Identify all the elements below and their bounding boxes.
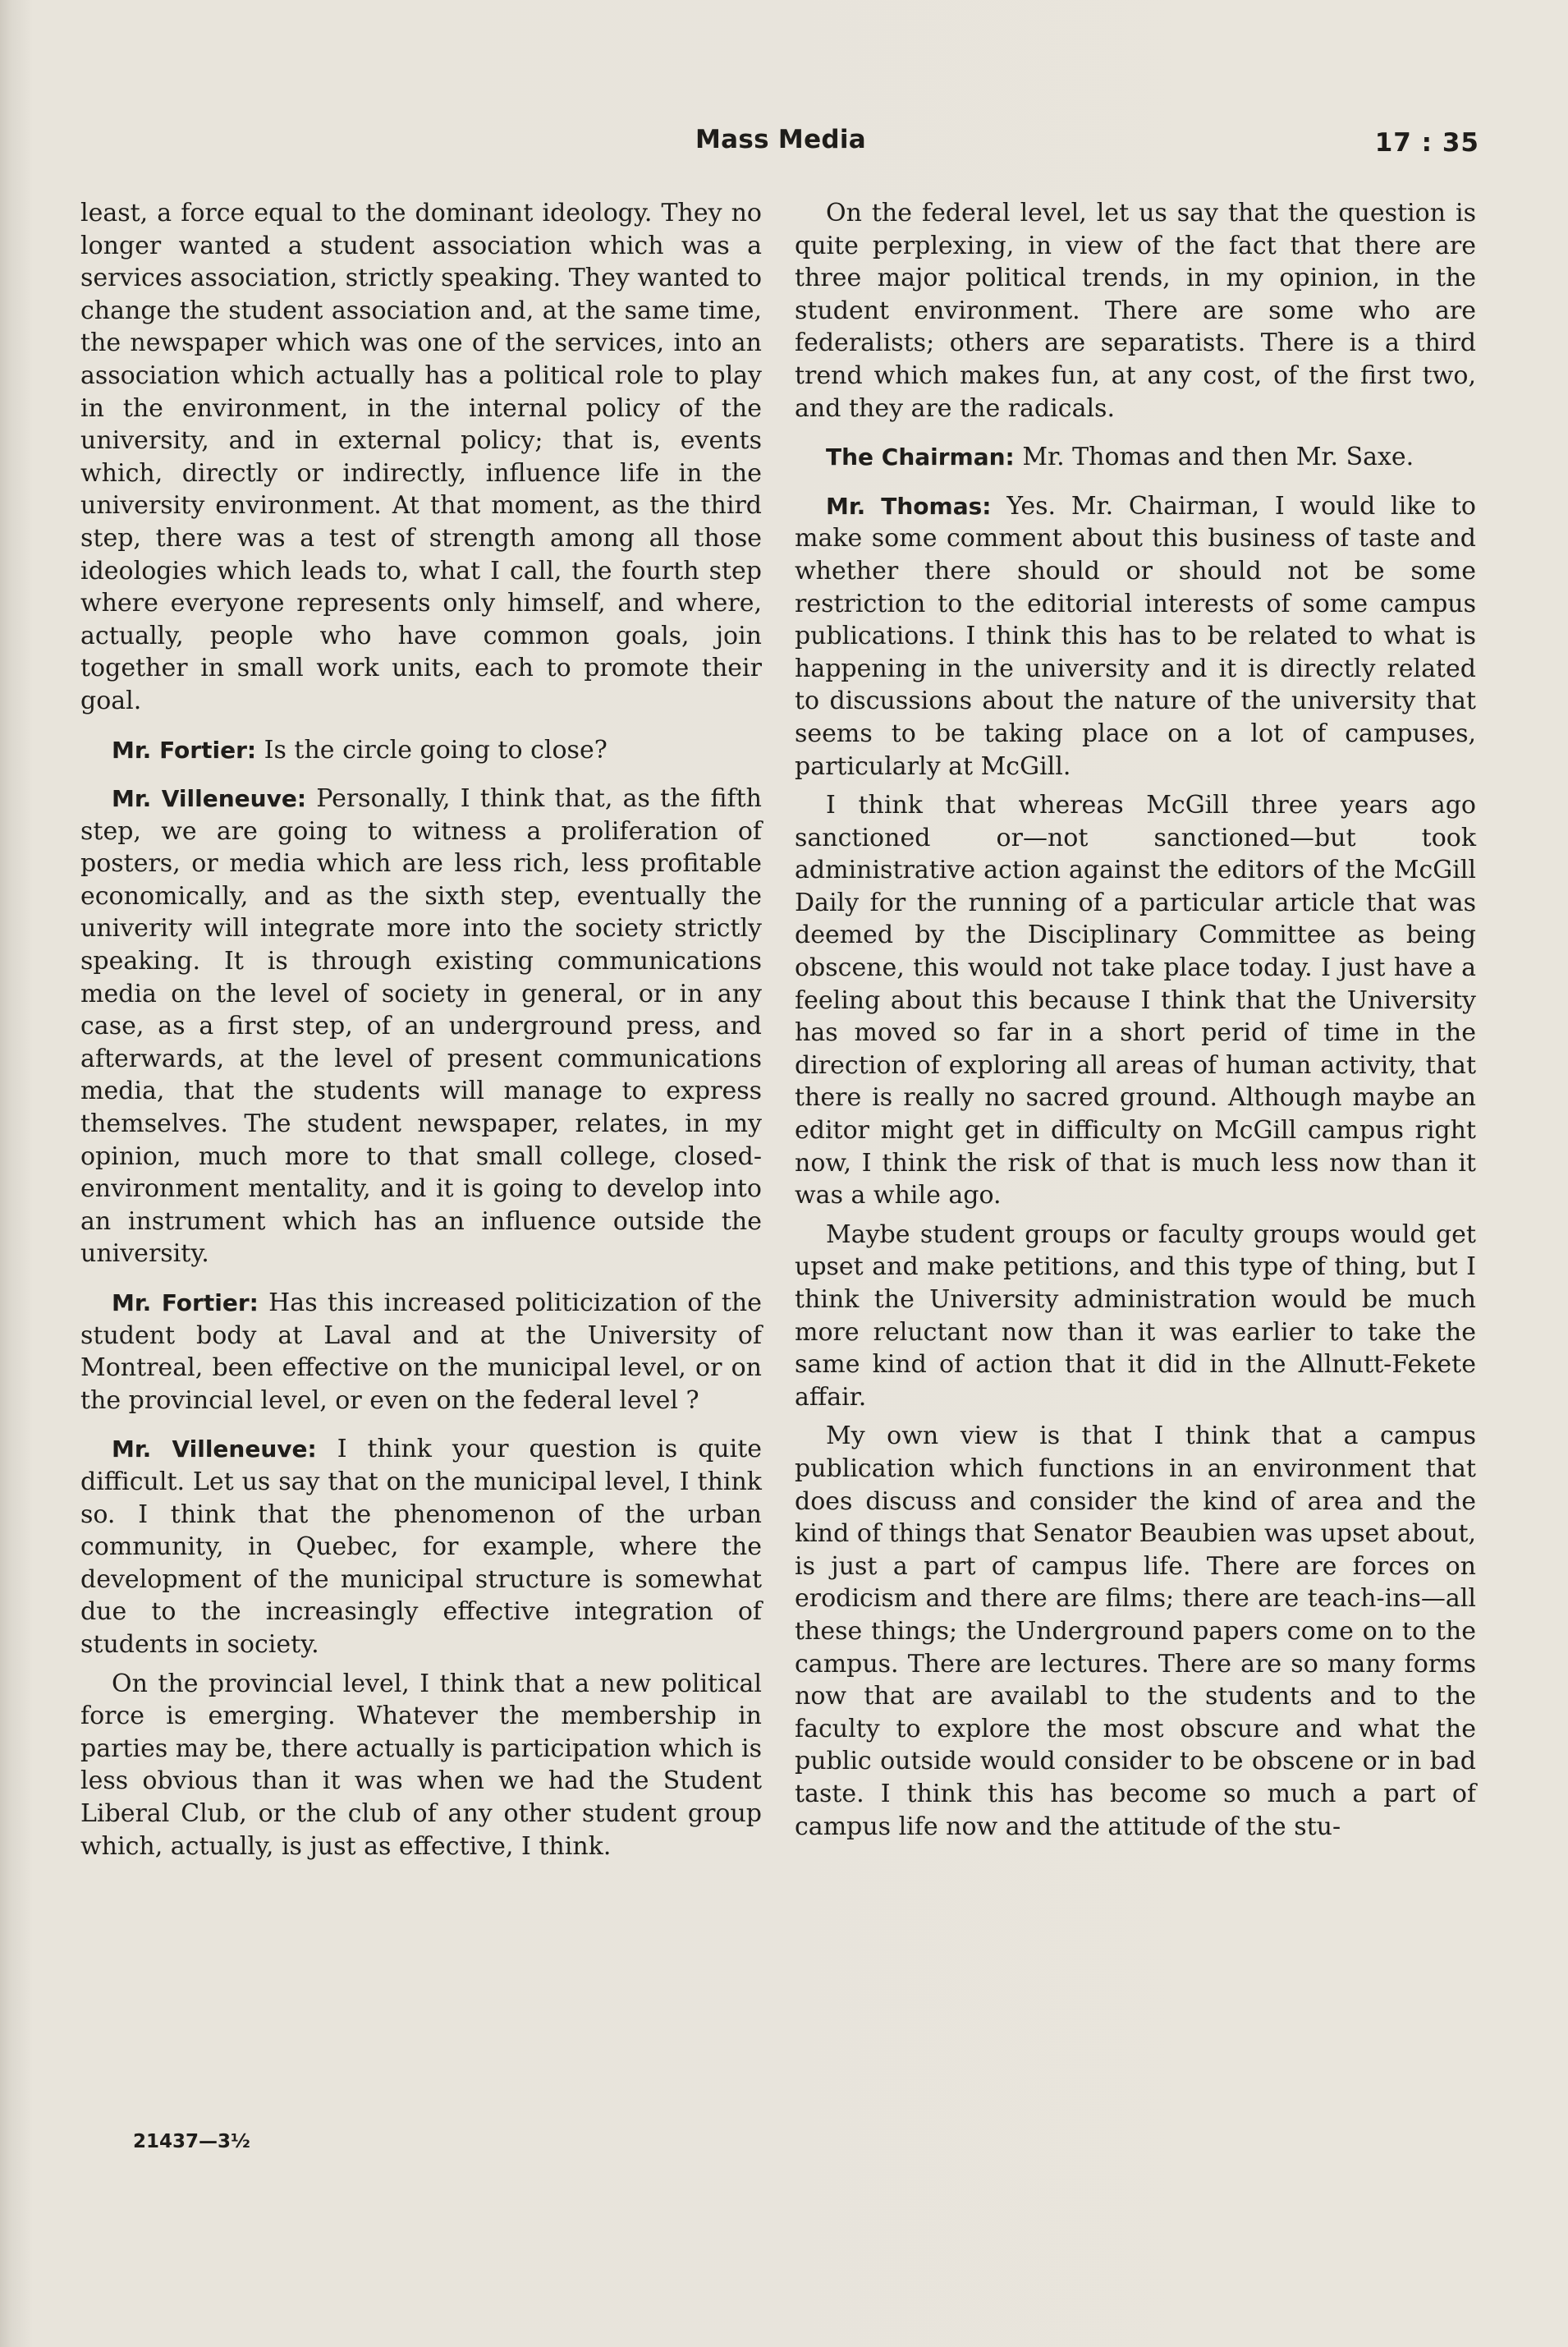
paragraph [80, 1668, 762, 1863]
speaker-label: The Chairman: [826, 443, 1015, 471]
paragraph [80, 1433, 762, 1660]
paragraph-text: Personally, I think that, as the fifth step, we are going to witness a proliferation of posters, or media which are less rich, less profitable economically, and as the sixth step, eventually the univerity will integrate more into the society strictly speaking. It is through existing communications media on the level of society in general, or in any case, as a first step, of an underground press, and afterwards, at the level of present communications media, that the students will manage to express themselves. The student newspaper, relates, in my opinion, much more to that small college, closed-environment mentality, and it is going to develop into an instrument which has an influence outside the university. [80, 784, 762, 1269]
paragraph [80, 734, 762, 767]
paragraph [795, 490, 1476, 783]
paragraph [795, 789, 1476, 1212]
running-title: Mass Media [695, 125, 867, 154]
paragraph [795, 1219, 1476, 1414]
paragraph-text: On the provincial level, I think that a new political force is emerging. Whatever the membership in parties may be, there actually is participation which is less obvious than it was when we had the Student Liberal Club, or the club of any other student group which, actually, is just as effective, I think. [80, 1669, 762, 1861]
speaker-label: Mr. Villeneuve: [112, 1435, 317, 1463]
page-number: 17 : 35 [1374, 128, 1479, 158]
paragraph [795, 1420, 1476, 1843]
paragraph [80, 783, 762, 1270]
paragraph [80, 197, 762, 718]
speaker-label: Mr. Villeneuve: [112, 785, 307, 813]
paragraph-text: On the federal level, let us say that the question is quite perplexing, in view of the fact that there are three major political trends, in my opinion, in the student environment. There are some who are federalists; others are separatists. There is a third trend which makes fun, at any cost, of the first two, and they are the radicals. [795, 199, 1476, 423]
paragraph-text: I think that whereas McGill three years ago sanctioned or—not sanctioned—but took administrative action against the editors of the McGill Daily for the running of a particular article that was deemed by the Disciplinary Committee as being obscene, this would not take place today. I just have a feeling about this because I think that the University has moved so far in a short perid of time in the direction of exploring all areas of human activity, that there is really no sacred ground. Although maybe an editor might get in difficulty on McGill campus right now, I think the risk of that is much less now than it was a while ago. [795, 791, 1476, 1210]
right-column [795, 197, 1476, 1849]
speaker-label: Mr. Thomas: [826, 492, 992, 520]
paragraph-text: Is the circle going to close? [264, 735, 607, 765]
paragraph [80, 1287, 762, 1417]
paragraph-text: Maybe student groups or faculty groups would get upset and make petitions, and this type of thing, but I think the University administration would be much more reluctant now than it was earlier to take the same kind of action that it did in the Allnutt-Fekete affair. [795, 1219, 1476, 1412]
paragraph-text: least, a force equal to the dominant ideology. They no longer wanted a student association which was a services association, strictly speaking. They wanted to change the student association and, at the same time, the newspaper which was one of the services, into an association which actually has a political role to play in the environment, in the internal policy of the university, and in external policy; that is, events which, directly or indirectly, influence life in the university environment. At that moment, as the third step, there was a test of strength among all those ideologies which leads to, what I call, the fourth step where everyone represents only himself, and where, actually, people who have common goals, join together in small work units, each to promote their goal. [80, 199, 762, 715]
paragraph-text: Yes. Mr. Chairman, I would like to make some comment about this business of taste and whether there should or should not be some restriction to the editorial interests of some campus publications. I think this has to be related to what is happening in the university and it is directly related to discussions about the nature of the university that seems to be taking place on a lot of campuses, particularly at McGill. [795, 491, 1476, 781]
left-column [80, 197, 762, 1869]
paragraph-text: My own view is that I think that a campus publication which functions in an environment that does discuss and consider the kind of area and the kind of things that Senator Beaubien was upset about, is just a part of campus life. There are forces on erodicism and there are films; there are teach-ins—all these things; the Underground papers come on to the campus. There are lectures. There are so many forms now that are availabl to the students and to the faculty to explore the most obscure and what the public outside would consider to be obscene or in bad taste. I think this has become so much a part of campus life now and the attitude of the stu- [795, 1422, 1476, 1841]
speaker-label: Mr. Fortier: [112, 1289, 259, 1316]
paragraph-text: Has this increased politicization of the student body at Laval and at the University of Montreal, been effective on the municipal level, or on the provincial level, or even on the federal level ? [80, 1288, 762, 1415]
paragraph-text: I think your question is quite difficult. Let us say that on the municipal level, I think so. I think that the phenomenon of the urban community, in Quebec, for example, where the development of the municipal structure is somewhat due to the increasingly effective integration of students in society. [80, 1435, 762, 1659]
paragraph [795, 197, 1476, 425]
paragraph [795, 441, 1476, 474]
footer-mark: 21437—3½ [133, 2131, 250, 2152]
speaker-label: Mr. Fortier: [112, 736, 257, 764]
page-header [79, 125, 1483, 166]
paragraph-text: Mr. Thomas and then Mr. Saxe. [1022, 443, 1414, 472]
